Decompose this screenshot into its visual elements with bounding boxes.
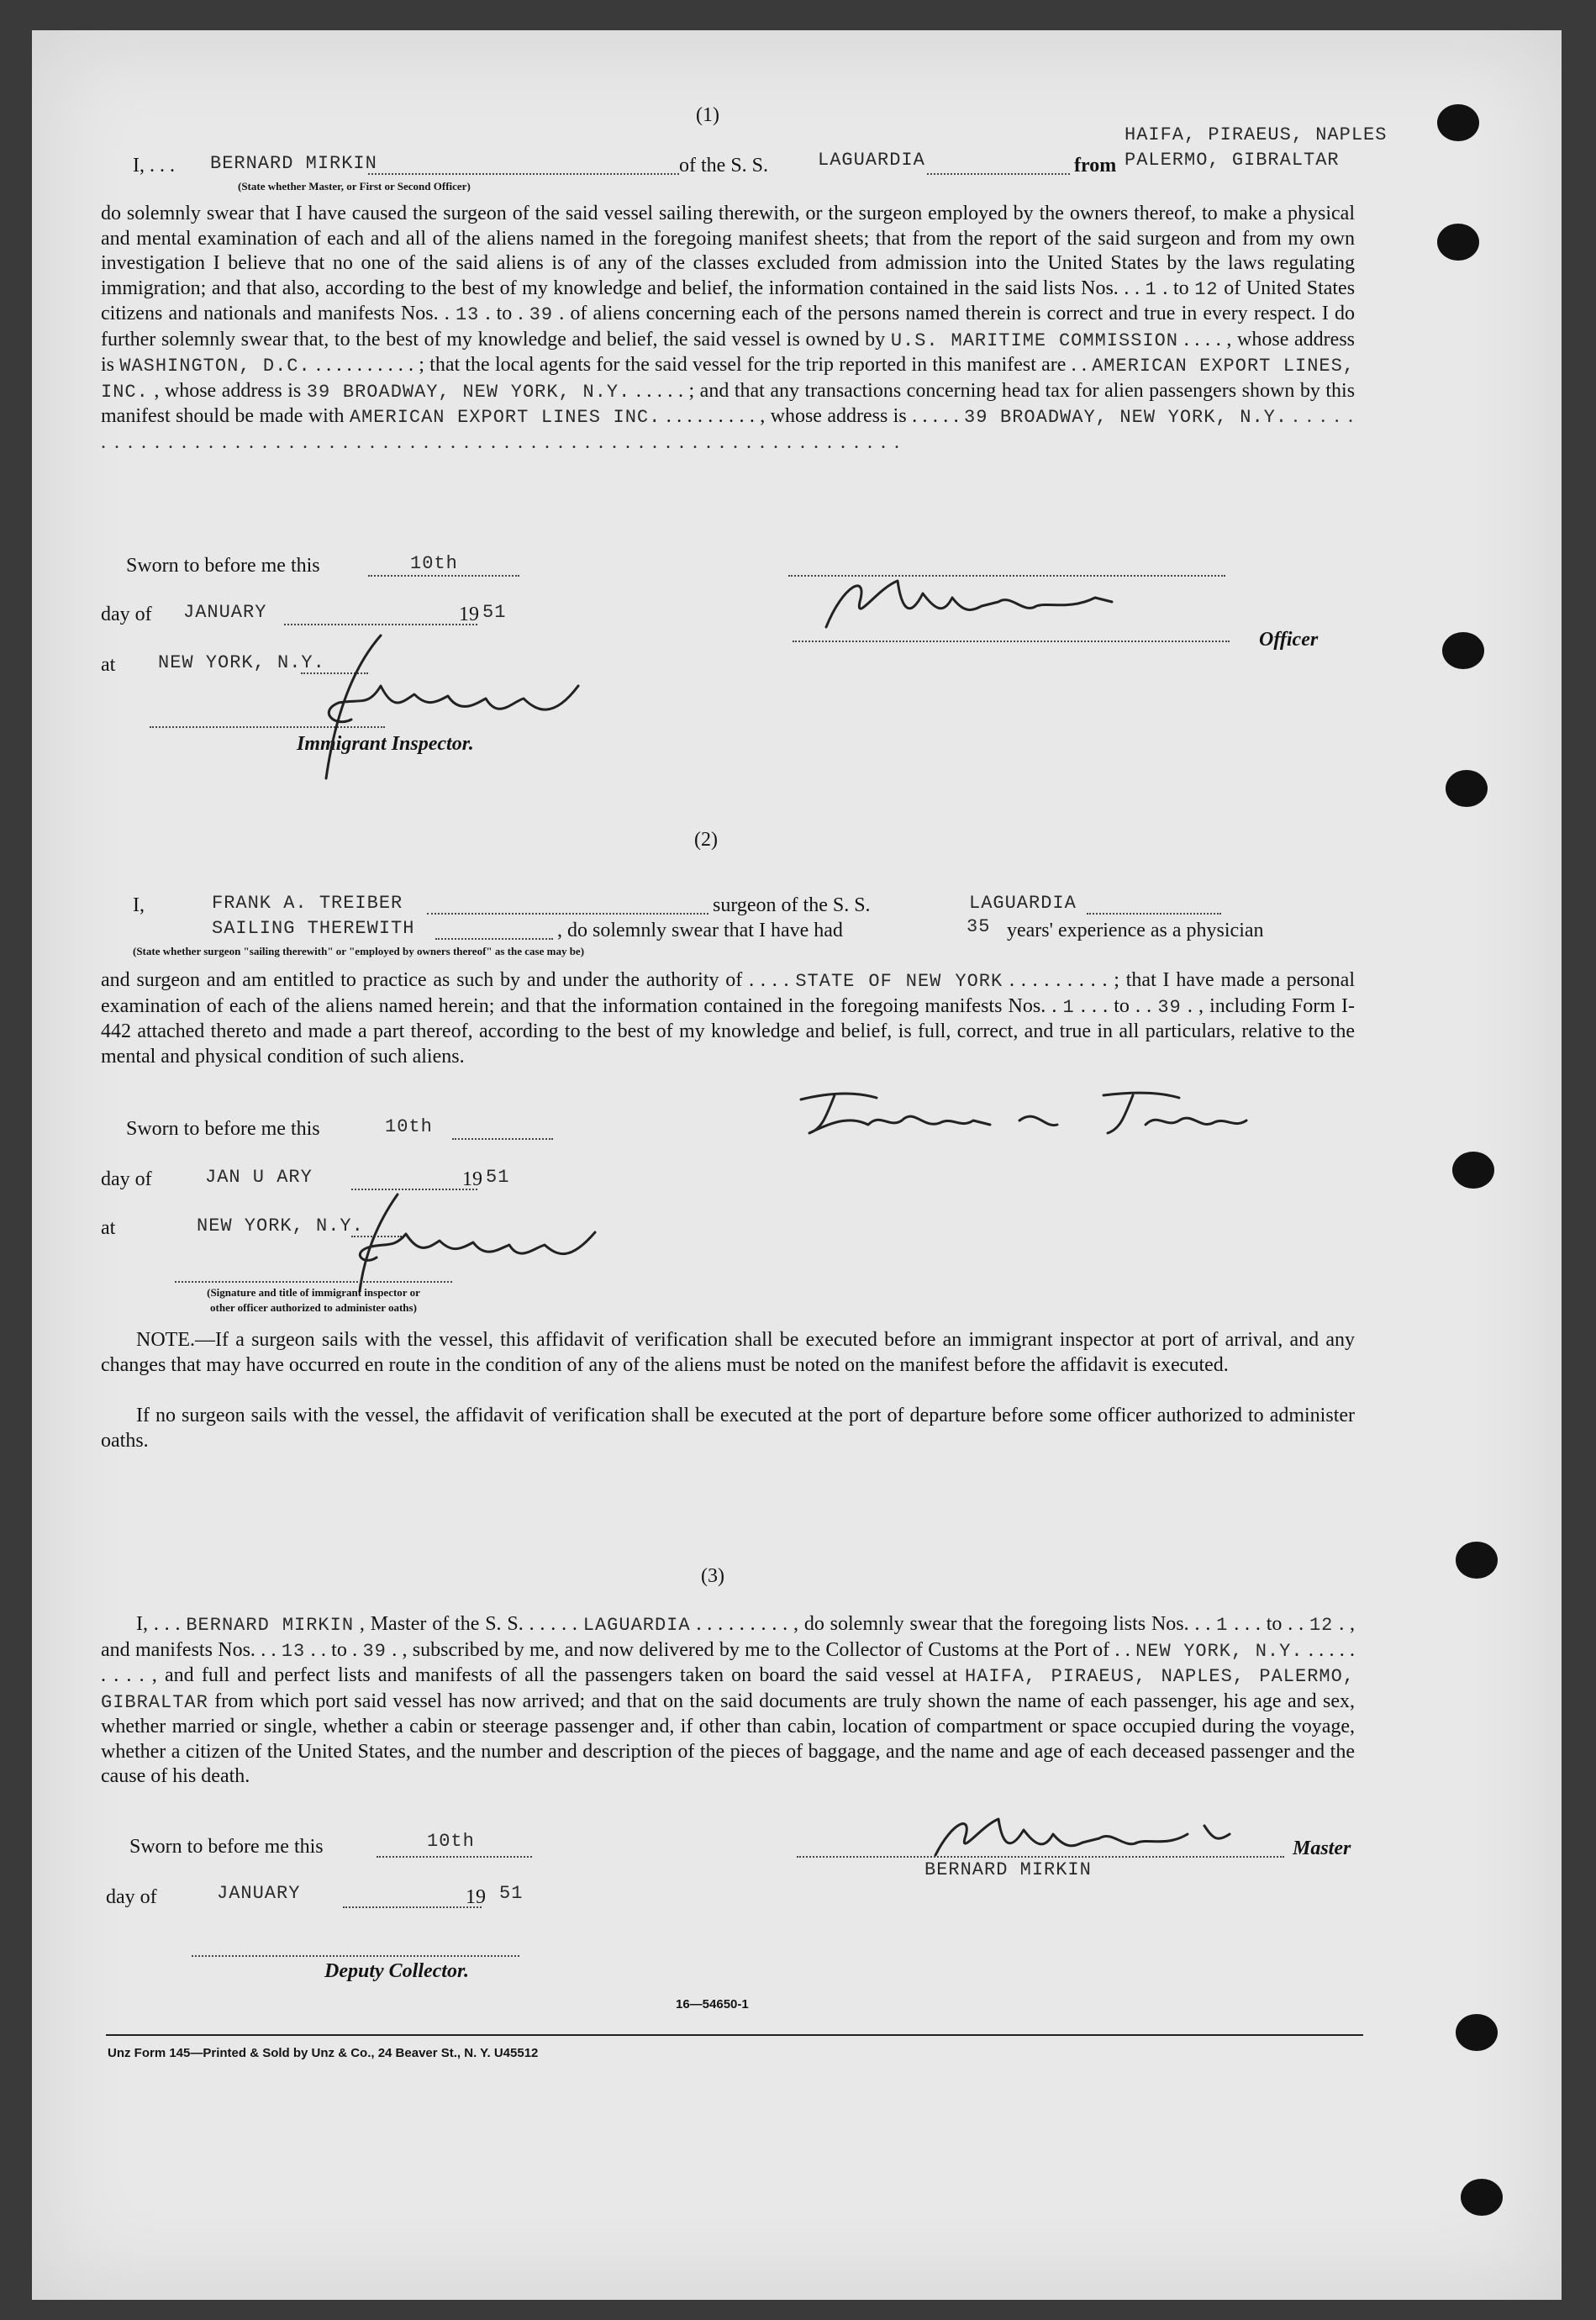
affidavit-1-prefix: I, . . . <box>133 155 175 177</box>
lists-to: 12 <box>1194 278 1219 300</box>
from-label: from <box>1074 155 1117 177</box>
punch-hole <box>1452 1152 1494 1189</box>
departure-ports-line-2: PALERMO, GIBRALTAR <box>1125 150 1340 171</box>
ports-field-3: HAIFA, PIRAEUS, NAPLES, PALERMO, GIBRALTAR <box>101 1666 1356 1713</box>
owner-address-field: WASHINGTON, D.C. <box>119 356 311 377</box>
lists-from-3: 1 <box>1216 1615 1229 1636</box>
footer-rule <box>106 2034 1363 2036</box>
agents-address-field: 39 BROADWAY, NEW YORK, N.Y. <box>306 381 631 403</box>
affidavit-2-body: and surgeon and am entitled to practice as such by and under the authority of . . . . STATE OF NEW YORK . . . . . . . . . ; that I have made a personal examination of each of the aliens named herein; and that the information contained in the foregoing manifests Nos. . 1 . . . to . . 39 . , including Form I-442 attached thereto and made a part thereof, according to the best of my knowledge and belief, is full, correct, and true in all particulars, relative to the mental and physical condition of such aliens. <box>101 969 1356 1068</box>
inspector-signature-1 <box>301 619 587 787</box>
dotted-leader <box>377 1856 532 1858</box>
dotted-leader <box>927 173 1070 175</box>
master-signature-1 <box>818 568 1154 644</box>
master-name-field-3: BERNARD MIRKIN <box>186 1615 355 1636</box>
surgeon-vessel-field: LAGUARDIA <box>969 893 1077 914</box>
year-field-3: 51 <box>499 1883 524 1904</box>
inspector-signature-line-2 <box>175 1281 452 1283</box>
departure-ports-line-1: HAIFA, PIRAEUS, NAPLES <box>1125 124 1388 145</box>
printer-line: Unz Form 145—Printed & Sold by Unz & Co., 24 Beaver St., N. Y. U45512 <box>108 2046 539 2060</box>
headtax-address-field: 39 BROADWAY, NEW YORK, N.Y. <box>964 407 1288 428</box>
dotted-leader <box>1087 913 1221 915</box>
sworn-label-2: Sworn to before me this <box>126 1118 320 1140</box>
officer-rank-caption: (State whether Master, or First or Second Officer) <box>238 180 471 192</box>
sailing-caption: (State whether surgeon "sailing therewith" or "employed by owners thereof" as the case may be) <box>133 945 585 957</box>
punch-hole <box>1446 770 1488 807</box>
year-prefix: 19 <box>459 604 479 625</box>
officer-label: Officer <box>1259 629 1319 651</box>
place-field: NEW YORK, N.Y. <box>158 652 325 673</box>
sworn-day-field-2: 10th <box>385 1116 433 1137</box>
day-of-label-3: day of <box>106 1886 157 1908</box>
sworn-day-field-3: 10th <box>427 1831 475 1852</box>
manifest-affidavit-page <box>32 30 1562 2300</box>
dotted-leader <box>368 173 679 175</box>
affidavit-2-line-2-end: years' experience as a physician <box>1007 920 1264 941</box>
affidavit-1-body: do solemnly swear that I have caused the surgeon of the said vessel sailing therewith, or the surgeon employed by the owners thereof, to make a physical and mental examination of each and all of the aliens named in the foregoing manifest sheets; that from the report of the said surgeon and from my own investigation I believe that no one of the said aliens is of any of the classes excluded from admission into the United States by the laws regulating immigration; and that also, according to the best of my knowledge and belief, the information contained in the said lists Nos. . . 1 . to 12 of United States citizens and nationals and manifests Nos. . 13 . to . 39 . of aliens concerning each of the persons named therein is correct and true in every respect. I do further solemnly swear that, to the best of my knowledge and belief, the said vessel is owned by U.S. MARITIME COMMISSION . . . . , whose address is WASHINGTON, D.C. . . . . . . . . . . ; that the local agents for the said vessel for the trip reported in this manifest are . . AMERICAN EXPORT LINES, INC. , whose address is 39 BROADWAY, NEW YORK, N.Y. . . . . . ; and that any transactions concerning head tax for alien passengers shown by this manifest should be made with AMERICAN EXPORT LINES INC. . . . . . . . . . , whose address is . . . . . 39 BROADWAY, NEW YORK, N.Y. . . . . . . . . . . . . . . . . . . . . . . . . . . . . . . . . . . . . . . . . . . . . . . . . . . . . . . . . . . . . . . . . . <box>101 203 1356 453</box>
sworn-label-3: Sworn to before me this <box>129 1836 324 1858</box>
manifests-from-3: 13 <box>281 1640 306 1662</box>
place-field-2: NEW YORK, N.Y. <box>197 1215 364 1236</box>
at-label-2: at <box>101 1217 116 1239</box>
affidavit-3-number: (3) <box>701 1565 724 1587</box>
note-paragraph: NOTE.—If a surgeon sails with the vessel, this affidavit of verification shall be executed before an immigrant inspector at port of arrival, and any changes that may have occurred en route in the condition of any of the aliens must be noted on the manifest before the affidavit is executed. <box>101 1329 1355 1376</box>
collector-label: Deputy Collector. <box>324 1960 469 1982</box>
year-field-2: 51 <box>486 1167 510 1188</box>
affidavit-1-ss-label: of the S. S. <box>679 155 769 177</box>
day-of-label: day of <box>101 604 152 625</box>
master-label: Master <box>1293 1838 1351 1859</box>
month-field-2: JAN U ARY <box>205 1167 313 1188</box>
inspector-label: Immigrant Inspector. <box>297 733 474 755</box>
form-code: 16—54650-1 <box>676 1997 749 2012</box>
note-paragraph-2: If no surgeon sails with the vessel, the affidavit of verification shall be executed at the port of departure before some officer authorized to administer oaths. <box>101 1405 1355 1452</box>
headtax-agent-field: AMERICAN EXPORT LINES INC. <box>349 407 661 428</box>
affidavit-2-ss-label: surgeon of the S. S. <box>713 894 871 916</box>
sworn-day-field: 10th <box>410 553 458 574</box>
dotted-leader <box>368 575 519 577</box>
dotted-leader <box>343 1906 482 1908</box>
dotted-leader <box>427 913 708 915</box>
authority-field: STATE OF NEW YORK <box>795 971 1003 992</box>
surgeon-signature <box>784 1083 1255 1142</box>
signature-caption-1: (Signature and title of immigrant inspector or <box>207 1286 420 1299</box>
punch-hole <box>1461 2179 1503 2216</box>
surgeon-manifests-from: 1 <box>1062 996 1075 1018</box>
owner-field: U.S. MARITIME COMMISSION <box>890 330 1179 351</box>
month-field: JANUARY <box>183 602 267 623</box>
lists-from: 1 <box>1145 278 1157 300</box>
punch-hole <box>1437 104 1479 141</box>
sailing-status-field: SAILING THEREWITH <box>212 918 415 939</box>
surgeon-name-field: FRANK A. TREIBER <box>212 893 403 914</box>
punch-hole <box>1456 2014 1498 2051</box>
affidavit-1-number: (1) <box>696 104 719 126</box>
at-label: at <box>101 654 116 676</box>
punch-hole <box>1442 632 1484 669</box>
vessel-field-3: LAGUARDIA <box>582 1615 691 1636</box>
affidavit-2-line-2: , do solemnly swear that I have had <box>557 920 843 941</box>
month-field-3: JANUARY <box>217 1883 301 1904</box>
manifests-to: 39 <box>529 304 554 325</box>
manifests-to-3: 39 <box>362 1640 387 1662</box>
vessel-name-field: LAGUARDIA <box>818 150 925 171</box>
year-prefix-2: 19 <box>462 1168 482 1190</box>
affidavit-3-body: I, . . . BERNARD MIRKIN , Master of the S. S. . . . . . LAGUARDIA . . . . . . . . . , do solemnly swear that the foregoing lists Nos. . . 1 . . . to . . 12 . , and manifests Nos. . . 13 . . to . 39 . , subscribed by me, and now delivered by me to the Collector of Customs at the Port of . . NEW YORK, N.Y. . . . . . . . . . , and full and perfect lists and manifests of all the passengers taken on board the said vessel at HAIFA, PIRAEUS, NAPLES, PALERMO, GIBRALTAR from which port said vessel has now arrived; and that on the said documents are truly shown the name of each passenger, his age and sex, whether married or single, whether a cabin or steerage passenger and, if other than cabin, location of compartment or space occupied during the voyage, whether a citizen of the United States, and the number and description of the pieces of baggage, and the name and age of each deceased passenger and the cause of his death. <box>101 1613 1356 1787</box>
master-name-field: BERNARD MIRKIN <box>210 153 377 174</box>
collector-signature-line <box>192 1955 519 1957</box>
lists-to-3: 12 <box>1309 1615 1334 1636</box>
dotted-leader <box>452 1138 553 1140</box>
port-field-3: NEW YORK, N.Y. <box>1135 1640 1304 1662</box>
sworn-label: Sworn to before me this <box>126 555 320 577</box>
punch-hole <box>1437 224 1479 261</box>
punch-hole <box>1456 1542 1498 1579</box>
master-typed-name: BERNARD MIRKIN <box>924 1859 1092 1880</box>
affidavit-2-prefix: I, <box>133 894 145 916</box>
surgeon-manifests-to: 39 <box>1157 996 1182 1018</box>
affidavit-2-number: (2) <box>694 829 718 851</box>
dotted-leader <box>435 938 553 940</box>
year-field: 51 <box>482 602 507 623</box>
agents-field: AMERICAN EXPORT LINES, INC. <box>101 356 1356 403</box>
note-label: NOTE. <box>136 1329 195 1351</box>
years-experience-field: 35 <box>967 916 991 937</box>
day-of-label-2: day of <box>101 1168 152 1190</box>
manifests-from: 13 <box>455 304 480 325</box>
year-prefix-3: 19 <box>466 1886 486 1908</box>
signature-caption-2: other officer authorized to administer oaths) <box>210 1301 417 1314</box>
